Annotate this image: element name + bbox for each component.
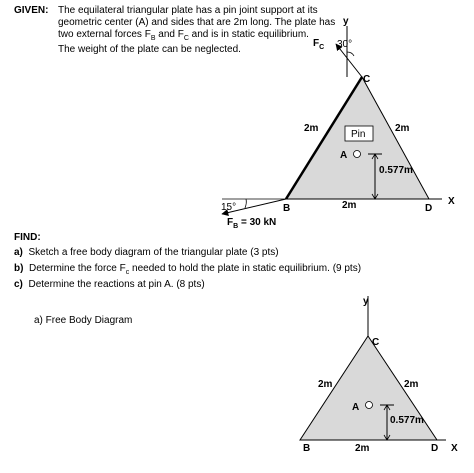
fbd-vertex-c-label: C [372, 337, 380, 348]
find-item-b: b) Determine the force $F_c$ needed to hold the plate in static equilibrium. (9 pts) [14, 263, 362, 276]
fbd-x-axis-label: X [451, 443, 458, 454]
fbd-vertex-b-label: B [303, 443, 311, 454]
fbd-side-bottom-label: 2m [355, 443, 370, 454]
fbd-vertex-d-label: D [431, 443, 439, 454]
x-axis-label: X [448, 196, 455, 207]
side-right-label: 2m [395, 123, 410, 134]
angle-30-label: 30° [337, 39, 353, 50]
point-a-label: A [340, 150, 348, 161]
fb-label: $F_B = 30$ kN [227, 217, 277, 230]
fbd-y-axis-label: y [363, 296, 369, 307]
angle-15-arc [245, 199, 246, 208]
given-line-3: two external forces $F_B$ and $F_C$ and is in static equilibrium. [58, 29, 309, 42]
fbd-height-dim-label: 0.577m [390, 415, 424, 426]
angle-30-arc [347, 52, 354, 56]
vertex-c-label: C [363, 74, 371, 85]
angle-15-label: 15° [221, 202, 237, 213]
fbd-point-a-marker [366, 402, 373, 409]
height-dim-label: 0.577m [379, 165, 413, 176]
vertex-b-label: B [283, 203, 291, 214]
given-line-1: The equilateral triangular plate has a pin joint support at its [58, 5, 318, 16]
find-item-c: c) Determine the reactions at pin A. (8 pts) [14, 279, 205, 290]
side-bottom-label: 2m [342, 200, 357, 211]
point-a-marker [354, 151, 361, 158]
find-label: FIND: [14, 232, 41, 243]
fbd-side-right-label: 2m [404, 379, 419, 390]
fbd-point-a-label: A [352, 402, 360, 413]
vertex-d-label: D [425, 203, 433, 214]
side-left-label: 2m [304, 123, 319, 134]
fbd-side-left-label: 2m [318, 379, 333, 390]
y-axis-label: y [343, 16, 349, 27]
given-line-4: The weight of the plate can be neglected. [58, 44, 241, 55]
pin-label: Pin [351, 129, 366, 140]
fbd-heading: a) Free Body Diagram [34, 315, 133, 326]
given-line-2: geometric center (A) and sides that are 2m long. The plate has [58, 17, 336, 28]
given-label: GIVEN: [14, 5, 49, 16]
find-item-a: a) Sketch a free body diagram of the triangular plate (3 pts) [14, 247, 279, 258]
fc-label: $F_C$ [313, 38, 325, 51]
